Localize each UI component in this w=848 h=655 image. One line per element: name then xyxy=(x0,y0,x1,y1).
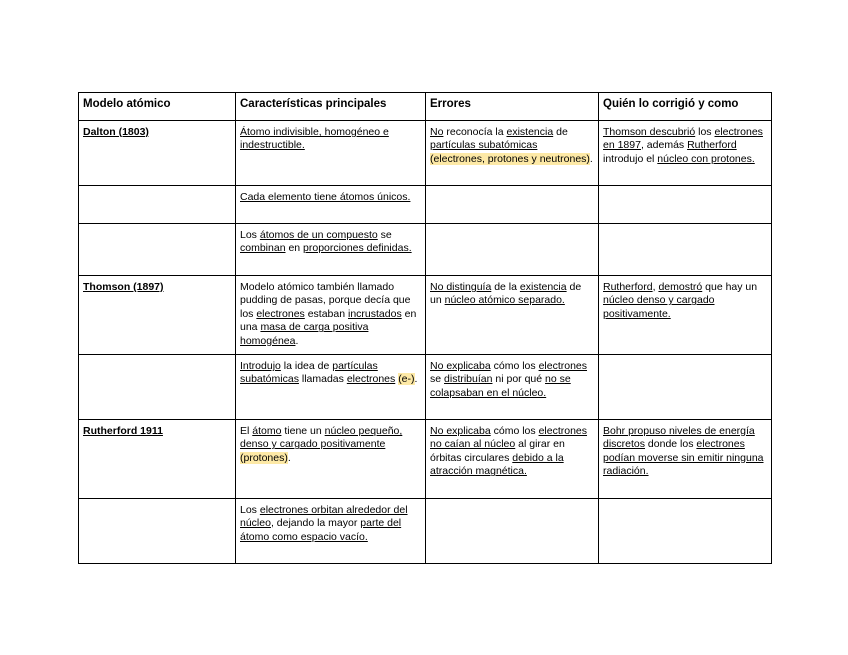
header-correction: Quién lo corrigió y como xyxy=(599,93,772,121)
text-run: la idea de xyxy=(280,360,333,372)
features-cell xyxy=(236,121,426,186)
text-run: estaban xyxy=(304,307,348,320)
text-run: . xyxy=(414,373,418,386)
underlined-text: masa de carga positiva homogénea xyxy=(240,321,369,347)
highlighted-text: (electrones, protones y neutrones) xyxy=(430,152,590,165)
model-cell xyxy=(79,355,236,420)
underlined-text: distribuían xyxy=(444,373,493,386)
features-cell xyxy=(236,224,426,276)
model-name: Dalton (1803) xyxy=(83,126,149,138)
features-cell xyxy=(236,186,426,224)
text-run: los xyxy=(695,126,715,138)
errors-cell xyxy=(426,499,599,564)
features-cell xyxy=(236,355,426,420)
model-cell xyxy=(79,224,236,276)
underlined-text: electrones podían moverse sin emitir ninguna radiación. xyxy=(603,438,764,478)
text-run: cómo los xyxy=(490,425,539,437)
underlined-text: Bohr propuso niveles de energía discretos xyxy=(603,425,755,451)
highlighted-text: (protones) xyxy=(240,451,288,464)
text-run: Modelo atómico también llamado pudding de pasas, porque decía que los xyxy=(240,281,411,320)
text-run: , dejando la mayor xyxy=(270,517,361,530)
correction-cell xyxy=(599,355,772,420)
underlined-text: Introdujo xyxy=(240,360,281,372)
text-run: tiene un xyxy=(281,425,325,437)
text-run: cómo los xyxy=(490,360,539,372)
text-run: ni por qué xyxy=(492,373,546,386)
correction-cell xyxy=(599,224,772,276)
model-name: Rutherford 1911 xyxy=(83,425,163,437)
errors-cell xyxy=(426,420,599,499)
text-run: de xyxy=(553,126,568,138)
errors-cell xyxy=(426,276,599,355)
text-run: , xyxy=(652,281,659,293)
correction-cell xyxy=(599,186,772,224)
underlined-text: Cada elemento tiene átomos únicos. xyxy=(240,191,411,203)
text-run: se xyxy=(430,373,445,386)
table-row xyxy=(79,499,772,564)
underlined-text: existencia xyxy=(519,281,567,293)
model-cell xyxy=(79,186,236,224)
underlined-text: incrustados xyxy=(348,307,402,320)
header-model: Modelo atómico xyxy=(79,93,236,121)
underlined-text: electrones en 1897 xyxy=(603,126,763,152)
model-cell xyxy=(79,121,236,186)
text-run: que hay un xyxy=(702,281,758,293)
underlined-text: átomos de un compuesto xyxy=(259,229,378,241)
text-run: en xyxy=(285,242,304,255)
text-run: . xyxy=(589,152,593,165)
underlined-text: parte del átomo como espacio vacío. xyxy=(240,517,402,543)
underlined-text: electrones orbitan alrededor del núcleo xyxy=(240,504,408,530)
errors-cell xyxy=(426,224,599,276)
model-name: Thomson (1897) xyxy=(83,281,164,293)
underlined-text: no se colapsaban en el núcleo. xyxy=(430,373,571,399)
underlined-text: núcleo pequeño, denso y cargado positivamente xyxy=(240,425,403,451)
errors-cell xyxy=(426,121,599,186)
underlined-text: núcleo denso y cargado positivamente. xyxy=(603,294,715,320)
underlined-text: partículas subatómicas xyxy=(430,139,538,152)
text-run: de la xyxy=(491,281,520,293)
underlined-text: electrones xyxy=(346,373,396,386)
header-features: Características principales xyxy=(236,93,426,121)
table-row xyxy=(79,224,772,276)
atomic-models-table xyxy=(78,92,772,564)
table-row xyxy=(79,355,772,420)
underlined-text: electrones no caían al núcleo xyxy=(430,425,588,451)
features-cell xyxy=(236,276,426,355)
underlined-text: Thomson descubrió xyxy=(603,126,696,138)
table-row xyxy=(79,276,772,355)
table-row xyxy=(79,186,772,224)
model-cell xyxy=(79,276,236,355)
correction-cell xyxy=(599,276,772,355)
underlined-text: Rutherford xyxy=(687,139,737,152)
header-errors: Errores xyxy=(426,93,599,121)
model-cell xyxy=(79,420,236,499)
text-run: . xyxy=(295,334,299,347)
text-run: reconocía la xyxy=(443,126,507,138)
text-run: Los xyxy=(240,229,260,241)
underlined-text: núcleo con protones. xyxy=(657,152,755,165)
text-run: en una xyxy=(240,307,417,334)
model-cell xyxy=(79,499,236,564)
underlined-text: proporciones definidas. xyxy=(303,242,412,255)
correction-cell xyxy=(599,121,772,186)
underlined-text: Átomo indivisible, homogéneo e indestructible. xyxy=(240,126,389,152)
underlined-text: átomo xyxy=(252,425,282,437)
underlined-text: No distinguía xyxy=(430,281,492,293)
text-run: El xyxy=(240,425,253,437)
underlined-text: partículas subatómicas xyxy=(240,360,378,386)
underlined-text: núcleo atómico separado. xyxy=(444,294,565,307)
underlined-text: No explicaba xyxy=(430,425,491,437)
underlined-text: existencia xyxy=(506,126,554,138)
underlined-text: electrones xyxy=(256,307,305,320)
text-run: donde los xyxy=(645,438,697,451)
text-run: al girar en órbitas circulares xyxy=(430,438,565,464)
highlighted-text: (e-) xyxy=(398,373,415,386)
table-header-row xyxy=(79,93,772,121)
features-cell xyxy=(236,420,426,499)
underlined-text: No xyxy=(430,126,444,138)
text-run: , además xyxy=(640,139,688,152)
text-run: llamadas xyxy=(298,373,347,386)
table-row xyxy=(79,420,772,499)
errors-cell xyxy=(426,186,599,224)
underlined-text: demostró xyxy=(658,281,703,293)
underlined-text: No explicaba xyxy=(430,360,491,372)
correction-cell xyxy=(599,499,772,564)
features-cell xyxy=(236,499,426,564)
underlined-text: Rutherford xyxy=(603,281,653,293)
text-run: introdujo el xyxy=(603,152,658,165)
underlined-text: debido a la atracción magnética. xyxy=(430,451,564,478)
correction-cell xyxy=(599,420,772,499)
errors-cell xyxy=(426,355,599,420)
underlined-text: combinan xyxy=(240,242,286,255)
underlined-text: electrones xyxy=(538,360,588,372)
text-run: de un xyxy=(430,281,582,307)
text-run: . xyxy=(287,451,291,464)
text-run: se xyxy=(377,229,392,241)
text-run: Los xyxy=(240,504,260,516)
table-row xyxy=(79,121,772,186)
